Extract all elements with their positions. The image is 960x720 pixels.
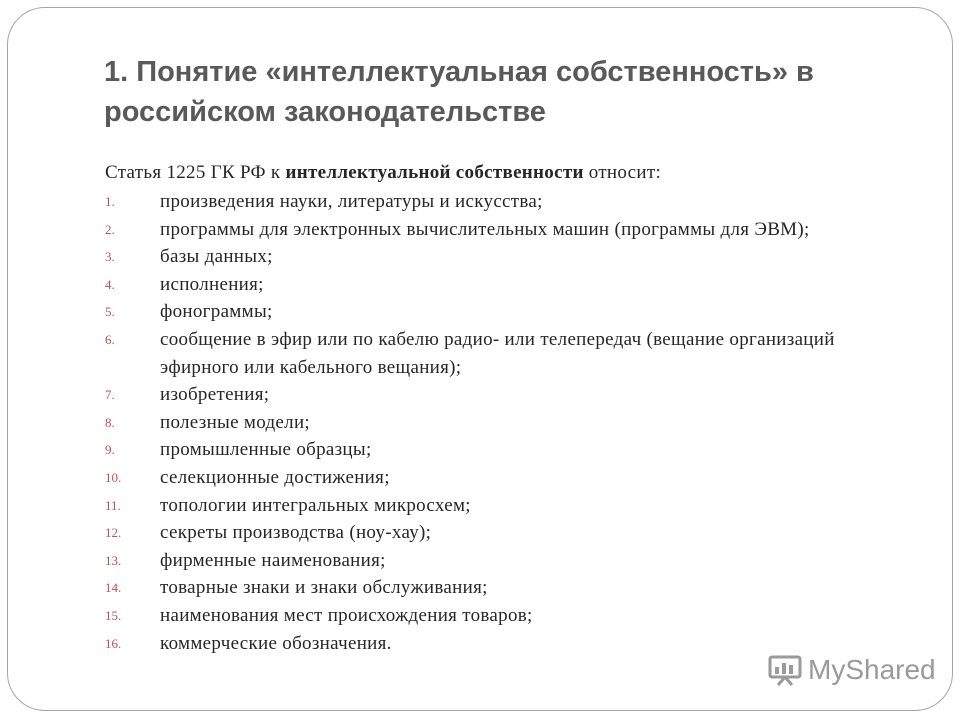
slide-title: 1. Понятие «интеллектуальная собственность» в российском законодательстве bbox=[104, 56, 814, 128]
list-number: 15. bbox=[105, 607, 122, 623]
list-number: 14. bbox=[105, 580, 122, 596]
list-item bbox=[105, 519, 905, 547]
list-number: 5. bbox=[105, 304, 115, 320]
intro-prefix: Статья 1225 ГК РФ к bbox=[105, 162, 286, 183]
intro-suffix: относит: bbox=[583, 162, 662, 183]
list-text: коммерческие обозначения. bbox=[160, 632, 392, 654]
list-item bbox=[105, 188, 905, 216]
list-text: изобретения; bbox=[160, 384, 270, 406]
list-number: 13. bbox=[105, 552, 122, 568]
myshared-watermark bbox=[768, 654, 936, 686]
list-text: программы для электронных вычислительных машин (программы для ЭВМ); bbox=[160, 218, 810, 240]
list-number: 8. bbox=[105, 414, 115, 430]
list-item bbox=[105, 464, 905, 492]
list-item bbox=[105, 409, 905, 437]
watermark-text: MyShared bbox=[808, 654, 936, 685]
list-text: товарные знаки и знаки обслуживания; bbox=[160, 577, 488, 599]
list-text: сообщение в эфир или по кабелю радио- или телепередач (вещание организаций эфирного или кабельного вещания); bbox=[160, 328, 835, 378]
list-text: селекционные достижения; bbox=[160, 466, 390, 488]
list-number: 11. bbox=[105, 497, 121, 513]
list-item bbox=[105, 326, 905, 381]
list-number: 12. bbox=[105, 525, 122, 541]
list-number: 4. bbox=[105, 276, 115, 292]
presentation-board-icon bbox=[768, 654, 802, 686]
list-text: топологии интегральных микросхем; bbox=[160, 494, 471, 516]
list-number: 6. bbox=[105, 331, 115, 347]
list-item bbox=[105, 243, 905, 271]
list-item bbox=[105, 492, 905, 520]
list-text: базы данных; bbox=[160, 246, 273, 268]
list-item bbox=[105, 630, 905, 658]
list-text: фирменные наименования; bbox=[160, 549, 386, 571]
list-number: 2. bbox=[105, 221, 115, 237]
list-number: 7. bbox=[105, 387, 115, 403]
list-number: 9. bbox=[105, 442, 115, 458]
list-item bbox=[105, 436, 905, 464]
list-item bbox=[105, 547, 905, 575]
list-number: 10. bbox=[105, 469, 122, 485]
list-text: промышленные образцы; bbox=[160, 439, 372, 461]
list-number: 16. bbox=[105, 635, 122, 651]
intro-bold: интеллектуальной собственности bbox=[285, 162, 584, 183]
list-text: наименования мест происхождения товаров; bbox=[160, 604, 533, 626]
list-text: полезные модели; bbox=[160, 411, 310, 433]
list-item bbox=[105, 574, 905, 602]
list-item bbox=[105, 602, 905, 630]
list-text: фонограммы; bbox=[160, 301, 273, 323]
list-number: 1. bbox=[105, 194, 115, 209]
list-number: 3. bbox=[105, 249, 115, 265]
intro-text bbox=[105, 160, 905, 186]
list-item bbox=[105, 298, 905, 326]
list-item bbox=[105, 271, 905, 299]
list-item bbox=[105, 381, 905, 409]
list-text: произведения науки, литературы и искусства; bbox=[160, 191, 543, 212]
list-text: секреты производства (ноу-хау); bbox=[160, 522, 432, 544]
list-item bbox=[105, 216, 905, 244]
ip-objects-list bbox=[105, 188, 905, 657]
list-text: исполнения; bbox=[160, 273, 264, 295]
